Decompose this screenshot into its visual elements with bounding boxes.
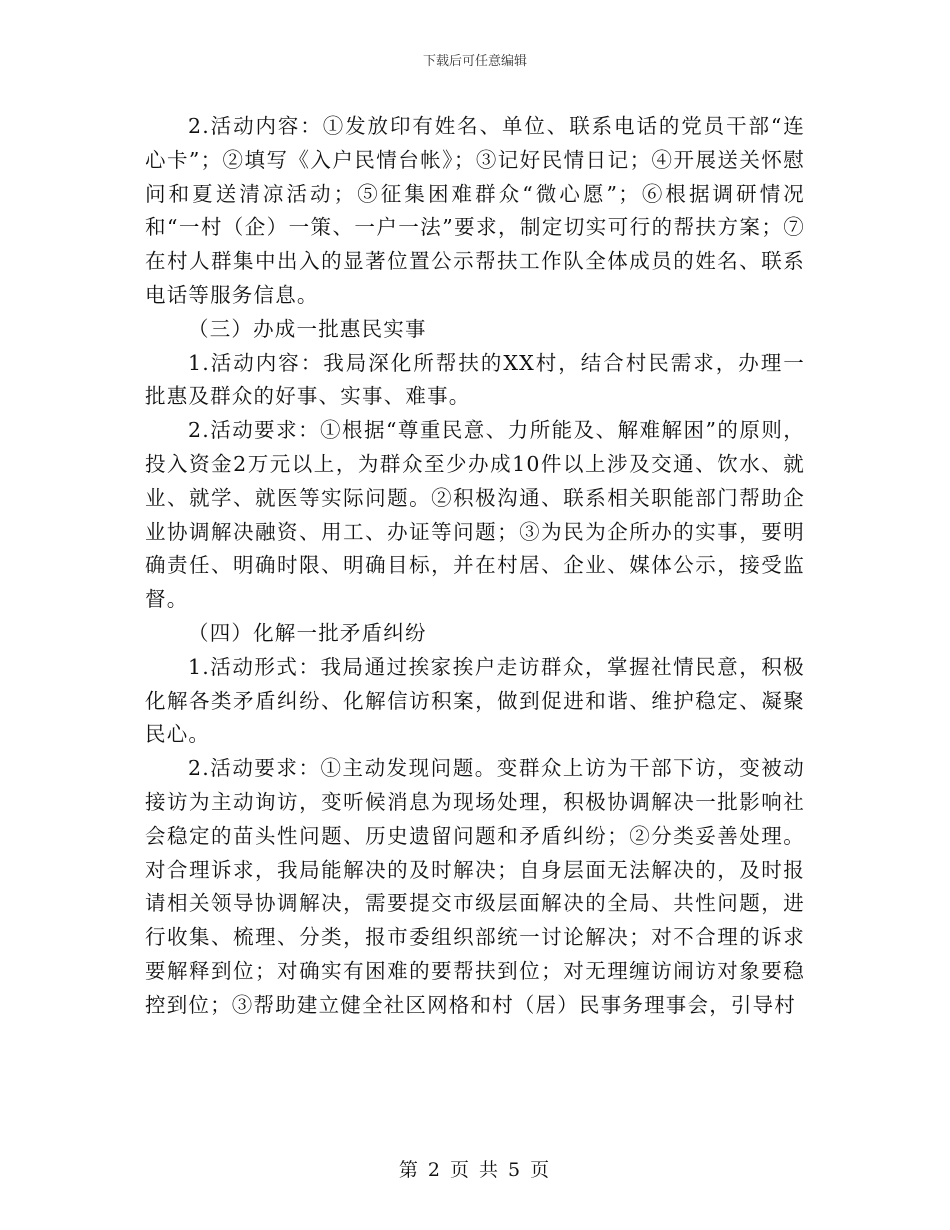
paragraph-activity-requirement-2: 2.活动要求：①根据“尊重民意、力所能及、解难解困”的原则，投入资金2万元以上，为群众至少办成10件以上涉及交通、饮水、就业、就学、就医等实际问题。②积极沟通、联系相关职能部门帮助企业协调解决融资、用工、办证等问题；③为民为企所办的实事，要明确责任、明确时限、明确目标，并在村居、企业、媒体公示，接受监督。 [145,418,805,612]
paragraph-activity-form-1: 1.活动形式：我局通过挨家挨户走访群众，掌握社情民意，积极化解各类矛盾纠纷、化解信访积案，做到促进和谐、维护稳定、凝聚民心。 [145,654,805,747]
paragraph-activity-requirement-2b: 2.活动要求：①主动发现问题。变群众上访为干部下访，变被动接访为主动询访，变听候消息为现场处理，积极协调解决一批影响社会稳定的苗头性问题、历史遗留问题和矛盾纠纷；②分类妥善处理。对合理诉求，我局能解决的及时解决；自身层面无法解决的，及时报请相关领导协调解决，需要提交市级层面解决的全局、共性问题，进行收集、梳理、分类，报市委组织部统一讨论解决；对不合理的诉求要解释到位；对确实有困难的要帮扶到位；对无理缠访闹访对象要稳控到位；③帮助建立健全社区网格和村（居）民事务理事会，引导村 [145,756,805,1017]
page-header-note: 下载后可任意编辑 [422,54,527,69]
document-body [145,110,805,1023]
section-heading-4: （四）化解一批矛盾纠纷 [188,620,427,645]
paragraph-activity-content-1: 1.活动内容：我局深化所帮扶的XX村，结合村民需求，办理一批惠及群众的好事、实事、难事。 [145,350,805,409]
section-heading-3: （三）办成一批惠民实事 [188,316,427,341]
page-number-footer: 第 2 页 共 5 页 [398,1159,552,1181]
paragraph-activity-content-2: 2.活动内容：①发放印有姓名、单位、联系电话的党员干部“连心卡”；②填写《入户民情台帐》；③记好民情日记；④开展送关怀慰问和夏送清凉活动；⑤征集困难群众“微心愿”；⑥根据调研情况和“一村（企）一策、一户一法”要求，制定切实可行的帮扶方案；⑦在村人群集中出入的显著位置公示帮扶工作队全体成员的姓名、联系电话等服务信息。 [145,114,805,307]
